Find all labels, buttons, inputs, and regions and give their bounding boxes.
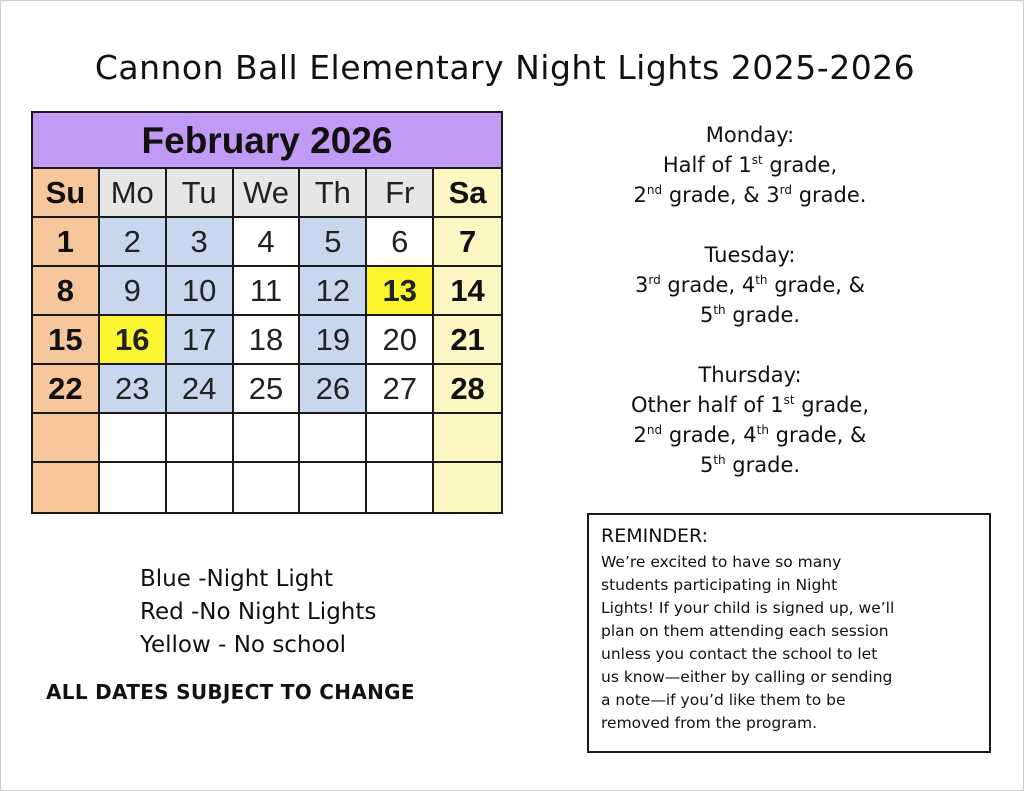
calendar-day-11: 11: [234, 267, 301, 316]
calendar-day-2: 2: [100, 218, 167, 267]
schedule-line: 5th grade.: [699, 453, 801, 477]
schedule-day-label: Thursday:: [698, 363, 802, 387]
calendar-day-12: 12: [300, 267, 367, 316]
reminder-body: [601, 551, 977, 735]
schedule-line: 3rd grade, 4th grade, &: [635, 273, 865, 297]
weekday-header: Fr: [367, 169, 434, 218]
calendar-empty-cell: [300, 463, 367, 512]
calendar-day-13: 13: [367, 267, 434, 316]
calendar-day-19: 19: [300, 316, 367, 365]
calendar-day-9: 9: [100, 267, 167, 316]
reminder-line: unless you contact the school to let: [601, 645, 878, 663]
weekday-header: Sa: [434, 169, 501, 218]
calendar-day-4: 4: [234, 218, 301, 267]
calendar-empty-cell: [234, 463, 301, 512]
calendar-day-21: 21: [434, 316, 501, 365]
schedule-day-label: Tuesday:: [704, 243, 796, 267]
legend-red: Red -No Night Lights: [140, 599, 377, 625]
reminder-line: us know—either by calling or sending: [601, 668, 893, 686]
color-legend: [140, 563, 376, 662]
calendar-day-8: 8: [33, 267, 100, 316]
calendar-day-27: 27: [367, 365, 434, 414]
legend-blue: Blue -Night Light: [140, 566, 334, 592]
calendar-empty-cell: [100, 463, 167, 512]
calendar-day-6: 6: [367, 218, 434, 267]
disclaimer: ALL DATES SUBJECT TO CHANGE: [46, 680, 415, 704]
calendar-empty-cell: [367, 463, 434, 512]
calendar-day-16: 16: [100, 316, 167, 365]
calendar-day-23: 23: [100, 365, 167, 414]
weekday-header: We: [234, 169, 301, 218]
reminder-line: students participating in Night: [601, 576, 838, 594]
calendar-empty-cell: [434, 463, 501, 512]
schedule-line: Half of 1st grade,: [662, 153, 838, 177]
calendar-day-24: 24: [167, 365, 234, 414]
calendar-grid: [33, 169, 501, 512]
weekday-header: Su: [33, 169, 100, 218]
calendar-day-14: 14: [434, 267, 501, 316]
calendar-empty-cell: [234, 414, 301, 463]
reminder-line: removed from the program.: [601, 714, 818, 732]
reminder-line: plan on them attending each session: [601, 622, 889, 640]
calendar-day-25: 25: [234, 365, 301, 414]
schedule-line: 2nd grade, & 3rd grade.: [633, 183, 867, 207]
calendar-empty-cell: [367, 414, 434, 463]
weekday-header: Mo: [100, 169, 167, 218]
schedule-line: Other half of 1st grade,: [630, 393, 870, 417]
calendar-empty-cell: [167, 463, 234, 512]
calendar-empty-cell: [167, 414, 234, 463]
schedule-tuesday: [560, 240, 940, 330]
calendar-day-28: 28: [434, 365, 501, 414]
reminder-line: We’re excited to have so many: [601, 553, 842, 571]
calendar-empty-cell: [33, 414, 100, 463]
calendar-empty-cell: [33, 463, 100, 512]
calendar-empty-cell: [100, 414, 167, 463]
weekday-header: Tu: [167, 169, 234, 218]
calendar-day-18: 18: [234, 316, 301, 365]
calendar-day-1: 1: [33, 218, 100, 267]
calendar-month-header: February 2026: [33, 113, 501, 169]
calendar: [31, 111, 503, 514]
schedule-line: 2nd grade, 4th grade, &: [633, 423, 867, 447]
page-title: Cannon Ball Elementary Night Lights 2025-2026: [94, 48, 916, 87]
calendar-day-7: 7: [434, 218, 501, 267]
calendar-day-15: 15: [33, 316, 100, 365]
reminder-line: Lights! If your child is signed up, we’ll: [601, 599, 895, 617]
calendar-day-10: 10: [167, 267, 234, 316]
reminder-heading: REMINDER:: [601, 525, 709, 547]
legend-yellow: Yellow - No school: [140, 632, 347, 658]
weekday-header: Th: [300, 169, 367, 218]
calendar-empty-cell: [434, 414, 501, 463]
calendar-empty-cell: [300, 414, 367, 463]
calendar-day-22: 22: [33, 365, 100, 414]
calendar-day-26: 26: [300, 365, 367, 414]
calendar-day-20: 20: [367, 316, 434, 365]
schedule-thursday: [560, 360, 940, 480]
calendar-day-17: 17: [167, 316, 234, 365]
reminder-box: [587, 513, 991, 753]
schedule-day-label: Monday:: [705, 123, 795, 147]
calendar-day-3: 3: [167, 218, 234, 267]
calendar-day-5: 5: [300, 218, 367, 267]
schedule: [560, 120, 940, 510]
schedule-line: 5th grade.: [699, 303, 801, 327]
reminder-line: a note—if you’d like them to be: [601, 691, 846, 709]
schedule-monday: [560, 120, 940, 210]
